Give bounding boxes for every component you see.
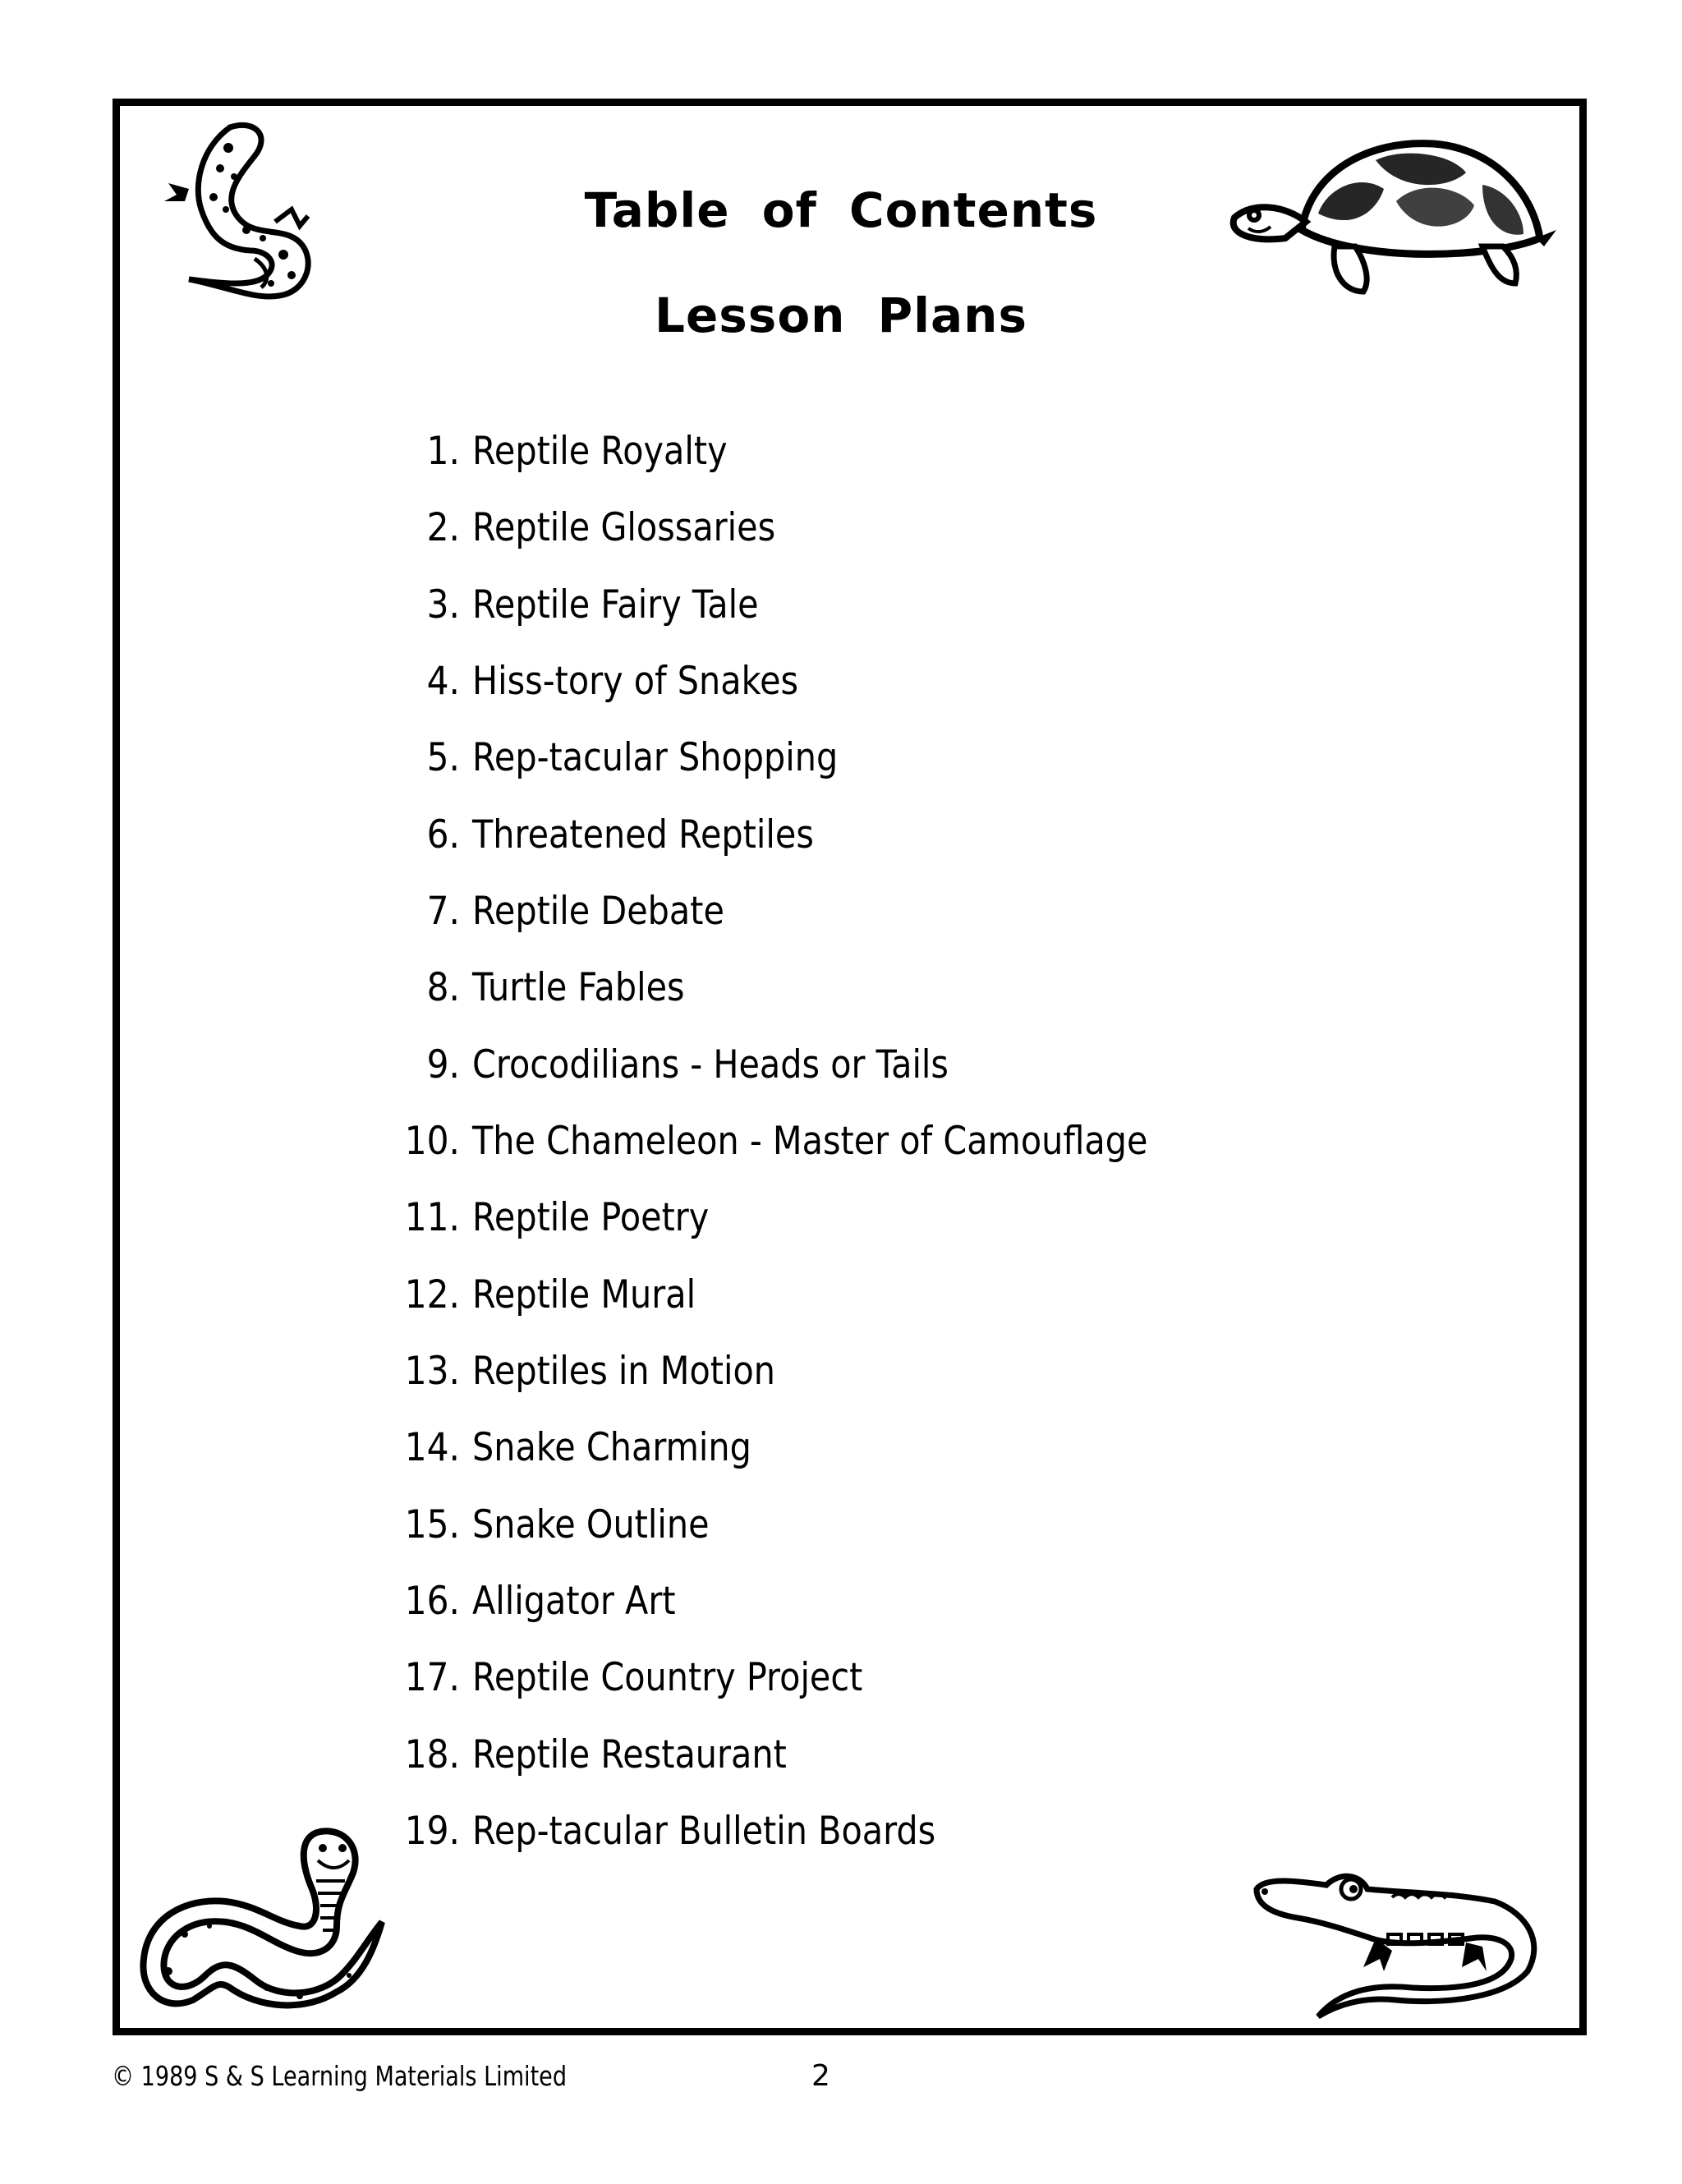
lesson-title: Reptile Mural: [472, 1272, 696, 1317]
cobra-illustration: [136, 1811, 419, 2012]
cobra-icon: [136, 1811, 419, 2012]
lesson-title: Turtle Fables: [472, 965, 685, 1010]
lesson-number: 10.: [404, 1119, 460, 1164]
lesson-title: Alligator Art: [472, 1579, 676, 1624]
lesson-title: Reptile Glossaries: [472, 505, 776, 550]
alligator-icon: [1248, 1852, 1569, 2016]
page-number: 2: [811, 2059, 830, 2093]
section-subtitle: Lesson Plans: [654, 287, 1027, 343]
turtle-illustration: [1220, 123, 1565, 300]
lesson-number: 17.: [404, 1655, 460, 1700]
lesson-title: Reptile Poetry: [472, 1195, 710, 1240]
lesson-title: Reptiles in Motion: [472, 1349, 775, 1394]
copyright-notice: © 1989 S & S Learning Materials Limited: [112, 2060, 568, 2092]
lesson-title: Threatened Reptiles: [472, 812, 814, 858]
lesson-number: 18.: [404, 1732, 460, 1777]
lesson-number: 4.: [426, 659, 460, 704]
lesson-number: 3.: [426, 582, 460, 628]
lesson-number: 7.: [426, 889, 460, 934]
lesson-title: Reptile Restaurant: [472, 1732, 787, 1777]
turtle-icon: [1220, 123, 1565, 300]
lesson-number: 11.: [404, 1195, 460, 1240]
lesson-number: 2.: [426, 505, 460, 550]
page-title: Table of Contents: [584, 182, 1098, 238]
lesson-number: 19.: [404, 1809, 460, 1854]
lesson-title: Reptile Royalty: [472, 429, 728, 474]
lesson-title: The Chameleon - Master of Camouflage: [472, 1119, 1148, 1164]
lesson-title: Reptile Fairy Tale: [472, 582, 759, 628]
lesson-number: 16.: [404, 1579, 460, 1624]
lesson-title: Rep-tacular Shopping: [472, 735, 839, 780]
lesson-number: 5.: [426, 735, 460, 780]
lizard-icon: [131, 119, 353, 308]
lesson-number: 15.: [404, 1502, 460, 1547]
lesson-number: 12.: [404, 1272, 460, 1317]
lesson-title: Reptile Debate: [472, 889, 724, 934]
alligator-illustration: [1248, 1852, 1569, 2016]
lesson-number: 13.: [404, 1349, 460, 1394]
lesson-title: Rep-tacular Bulletin Boards: [472, 1809, 936, 1854]
lesson-number: 14.: [404, 1425, 460, 1470]
lesson-number: 9.: [426, 1042, 460, 1087]
lesson-number: 8.: [426, 965, 460, 1010]
lesson-number: 6.: [426, 812, 460, 858]
lesson-title: Hiss-tory of Snakes: [472, 659, 799, 704]
lesson-title: Reptile Country Project: [472, 1655, 863, 1700]
lizard-illustration: [131, 119, 353, 308]
lesson-title: Snake Outline: [472, 1502, 710, 1547]
lesson-number: 1.: [426, 429, 460, 474]
lesson-title: Snake Charming: [472, 1425, 751, 1470]
lesson-title: Crocodilians - Heads or Tails: [472, 1042, 949, 1087]
